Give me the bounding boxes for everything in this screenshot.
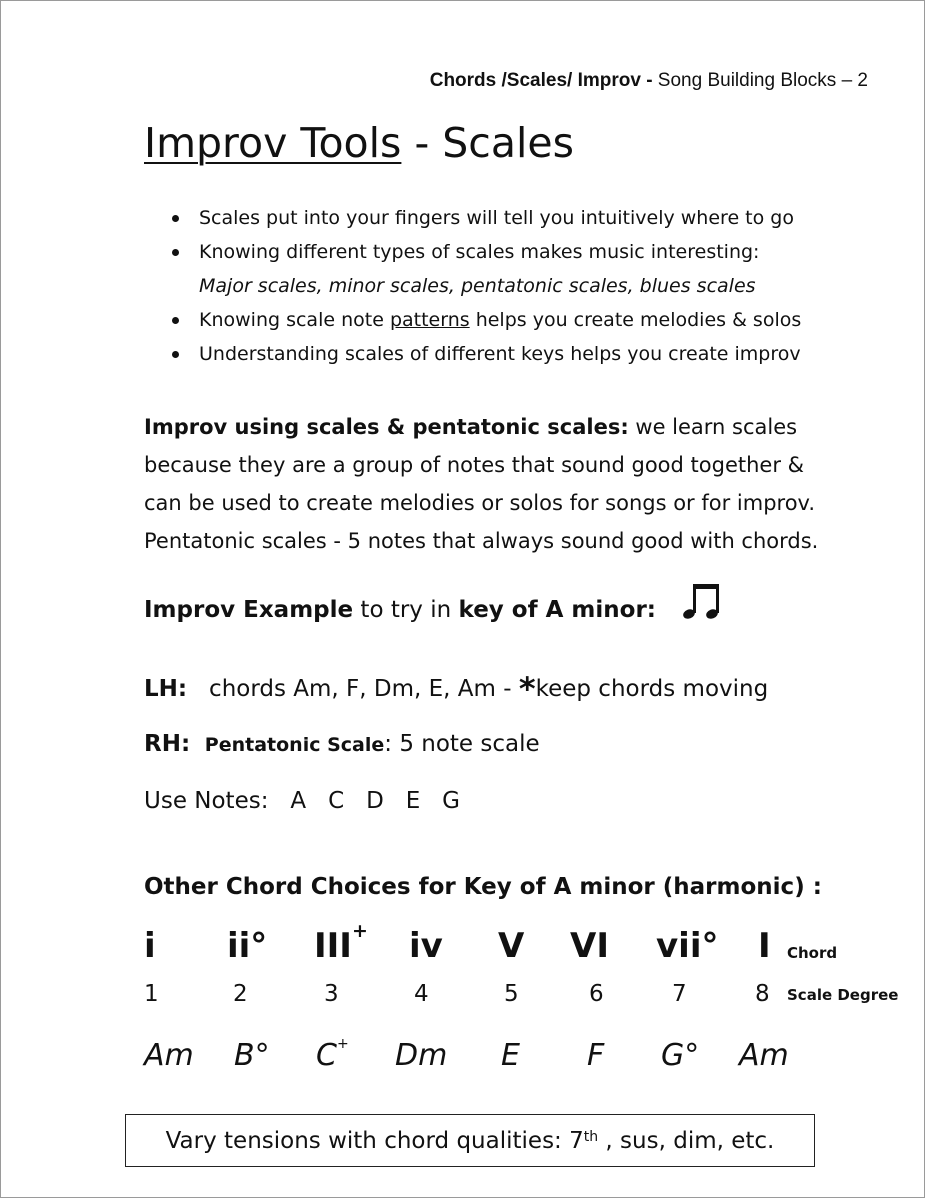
- chord-label: Chord: [787, 944, 838, 962]
- title-sub: - Scales: [401, 119, 574, 167]
- lh-label: LH:: [144, 676, 188, 702]
- scale-degree-label: Scale Degree: [787, 986, 899, 1004]
- chord-name: [501, 1038, 520, 1073]
- bullet-icon: [172, 351, 179, 358]
- scale-degree: 2: [233, 981, 248, 1007]
- roman-numeral-text: iv: [409, 926, 443, 966]
- right-hand-line: [144, 731, 540, 757]
- example-key: key of A minor:: [458, 597, 656, 623]
- bullet-italic-text: Major scales, minor scales, pentatonic scales, blues scales: [199, 275, 756, 297]
- use-notes-label: Use Notes:: [144, 788, 269, 814]
- list-item: [199, 201, 899, 235]
- chord-name-sup: +: [336, 1036, 349, 1052]
- chord-name-text: B°: [234, 1038, 270, 1073]
- bullet-text: Scales put into your fingers will tell you intuitively where to go: [199, 207, 794, 229]
- rh-scale-name: Pentatonic Scale: [204, 734, 385, 756]
- paragraph-line: we learn scales: [628, 415, 798, 439]
- roman-numeral: [144, 926, 156, 966]
- list-item: [199, 303, 899, 337]
- chord-name-text: Am: [144, 1038, 194, 1073]
- roman-numeral-text: ii°: [227, 926, 268, 966]
- roman-numeral: [227, 926, 267, 966]
- title-main: Improv Tools: [144, 119, 402, 167]
- example-text: to try in: [353, 597, 459, 623]
- list-item: [199, 235, 899, 303]
- paragraph-line: Pentatonic scales - 5 notes that always sound good with chords.: [144, 529, 819, 553]
- page-header: [430, 70, 868, 92]
- asterisk-icon: *: [518, 670, 536, 708]
- scale-degree: 5: [504, 981, 519, 1007]
- lh-tail: keep chords moving: [535, 676, 769, 702]
- rh-tail: : 5 note scale: [384, 731, 540, 757]
- bullet-icon: [172, 317, 179, 324]
- header-title: Chords /Scales/ Improv -: [429, 70, 653, 91]
- page-title: [144, 119, 574, 167]
- chord-name: [316, 1038, 349, 1073]
- box-superscript: th: [583, 1128, 599, 1145]
- chord-name: [144, 1038, 194, 1073]
- roman-numeral-text: I: [758, 926, 771, 966]
- bullet-list: [144, 201, 899, 371]
- use-notes-line: [144, 788, 460, 814]
- roman-numeral: [409, 926, 443, 966]
- bullet-underlined-text: patterns: [389, 309, 470, 331]
- roman-numeral: [758, 926, 771, 966]
- chord-name-text: G°: [661, 1038, 700, 1073]
- scale-degree: 7: [672, 981, 687, 1007]
- left-hand-line: [144, 666, 769, 708]
- bullet-text: Understanding scales of different keys helps you create improv: [199, 343, 801, 365]
- chord-name: [739, 1038, 789, 1073]
- bullet-text: Knowing different types of scales makes music interesting:: [199, 241, 760, 263]
- chord-name: [587, 1038, 604, 1073]
- chord-choices-heading: Other Chord Choices for Key of A minor (harmonic) :: [144, 874, 822, 900]
- rh-label: RH:: [144, 731, 191, 757]
- roman-numeral: [314, 920, 368, 966]
- use-notes-values: A C D E G: [290, 788, 460, 814]
- roman-numeral: [570, 926, 609, 966]
- scale-degree: 8: [755, 981, 770, 1007]
- roman-numeral-text: i: [144, 926, 156, 966]
- paragraph-line: because they are a group of notes that sound good together &: [144, 453, 805, 477]
- chord-name-text: E: [501, 1038, 520, 1073]
- chord-name: [395, 1038, 447, 1073]
- scale-degree: 4: [414, 981, 429, 1007]
- roman-numeral-text: V: [498, 926, 525, 966]
- roman-numeral: [498, 926, 524, 966]
- roman-numeral: [656, 926, 718, 966]
- chord-name: [234, 1038, 270, 1073]
- tension-note-box: [125, 1114, 815, 1167]
- chord-name-text: Am: [739, 1038, 789, 1073]
- scales-paragraph: [144, 408, 884, 560]
- scale-degree: 6: [589, 981, 604, 1007]
- lh-chords: chords Am, F, Dm, E, Am -: [209, 676, 519, 702]
- eighth-notes-icon: [681, 581, 723, 623]
- roman-numeral-text: vii°: [656, 926, 719, 966]
- header-subtitle: Song Building Blocks – 2: [652, 70, 868, 91]
- box-text: Vary tensions with chord qualities: 7: [165, 1127, 584, 1154]
- chord-name: [661, 1038, 699, 1073]
- example-heading: [144, 597, 656, 623]
- chord-name-text: C: [316, 1038, 337, 1073]
- bullet-icon: [172, 249, 179, 256]
- chord-name-text: Dm: [395, 1038, 448, 1073]
- bullet-icon: [172, 215, 179, 222]
- roman-numeral-text: III: [314, 926, 352, 966]
- bullet-text-tail: helps you create melodies & solos: [469, 309, 802, 331]
- scale-degree: 1: [144, 981, 159, 1007]
- chord-name-text: F: [587, 1038, 605, 1073]
- example-bold: Improv Example: [144, 597, 354, 623]
- box-text-tail: , sus, dim, etc.: [598, 1127, 775, 1154]
- bullet-text: Knowing scale note: [199, 309, 390, 331]
- paragraph-line: can be used to create melodies or solos for songs or for improv.: [144, 491, 816, 515]
- scale-degree: 3: [324, 981, 339, 1007]
- paragraph-heading: Improv using scales & pentatonic scales:: [144, 415, 629, 439]
- roman-numeral-text: VI: [570, 926, 609, 966]
- list-item: [199, 337, 899, 371]
- roman-numeral-sup: +: [351, 920, 368, 942]
